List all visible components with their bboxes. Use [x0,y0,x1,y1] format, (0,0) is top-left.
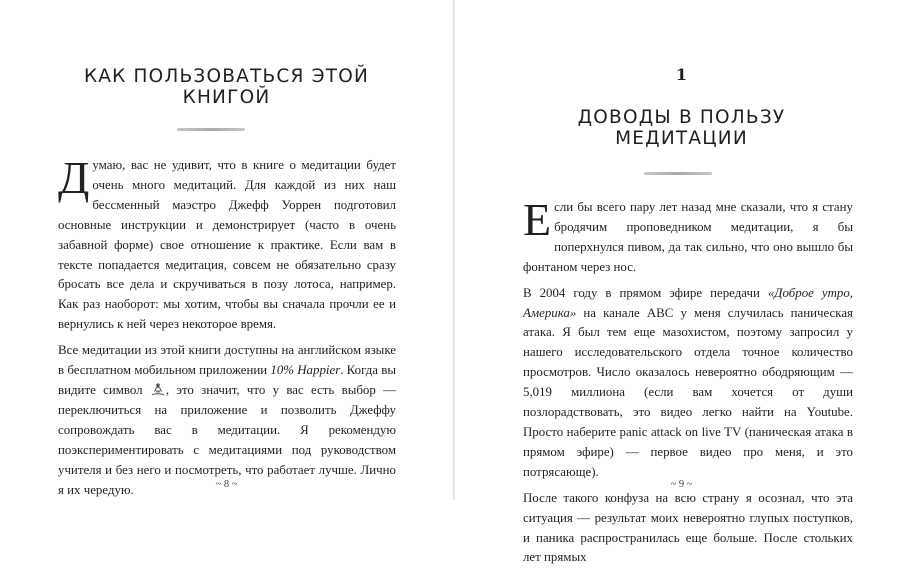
meditation-figure-icon [150,383,166,396]
right-page-number: ~ 9 ~ [670,479,693,490]
left-paragraph-1 [58,152,396,335]
left-body-text [58,152,396,506]
right-paragraph-2 [523,284,853,483]
left-paragraph-1-text: умаю, вас не удивит, что в книге о медитации будет очень много медитаций. Для каждой из них наш бессменный маэстро Джефф Уоррен подготовил основные инструкции и демонстрирует (часто в очень забавной форме) свое отношение к практике. Если вам в тексте попадается медитация, совсем не обязательно сразу бросать все дела и скручиваться в позу лотоса, например. Как раз наоборот: мы хотим, чтобы вы сначала прочли ее и вернулись к ней через некоторое время. [58,158,396,332]
left-page-number: ~ 8 ~ [215,479,238,490]
left-paragraph-2-text-b: . Когда вы видите символ [58,363,396,397]
right-paragraph-1 [523,194,853,278]
right-paragraph-3: После такого конфуза на всю страну я осознал, что эта ситуация — результат моих невероятно глупых поступков, и паника распространилась еще больше. После стольких лет прямых [523,490,853,565]
show-name: «Доброе утро, Америка» [523,285,853,320]
right-page-title [485,107,878,149]
left-title-line-2: КНИГОЙ [182,87,271,108]
right-title-divider [644,172,712,175]
right-paragraph-1-text: сли бы всего пару лет назад мне сказали, что я стану бродячим проповедником медитации, я бы поперхнулся пивом, да так сильно, что оно вышло бы фонтаном через нос. [523,200,853,274]
right-page [455,0,908,565]
left-page-title [30,66,423,108]
chapter-number: 1 [675,65,688,84]
right-paragraph-2-text-a: В 2004 году в прямом эфире передачи [523,285,768,300]
right-drop-cap: Е [523,194,552,245]
left-paragraph-2-text-a: Все медитации из этой книги доступны на английском языке в бесплатном мобильном приложении [58,343,396,378]
left-paragraph-2 [58,341,396,500]
right-title-line-1: ДОВОДЫ В ПОЛЬЗУ [577,107,786,128]
left-title-divider [177,128,245,131]
left-drop-cap: Д [58,152,90,203]
left-paragraph-2-text-c: , это значит, что у вас есть выбор — переключиться на приложение и позволить Джеффу сопровождать вас в медитации. Я рекомендую поэкспериментировать с медитациями под руководством учителя и без него и посмотреть, что работает лучше. Лично я их чередую. [58,382,396,497]
left-title-line-1: КАК ПОЛЬЗОВАТЬСЯ ЭТОЙ [83,66,370,87]
left-page [0,0,453,500]
right-paragraph-2-text-b: на канале ABC у меня случилась паническая атака. Я был тем еще мазохистом, поэтому запросил у нашего исследовательского отдела точное количество просмотров. Число оказалось невероятно ободряющим — 5,019 миллиона (если вам хочется от души позлорадствовать, это видео легко найти на Youtube. Просто наберите panic attack on live TV (паническая атака в прямом эфире) — первое видео про меня, и это потрясающе). [523,305,853,479]
right-title-line-2: МЕДИТАЦИИ [615,128,748,149]
right-body-text [523,194,853,574]
app-name: 10% Happier [270,363,341,378]
